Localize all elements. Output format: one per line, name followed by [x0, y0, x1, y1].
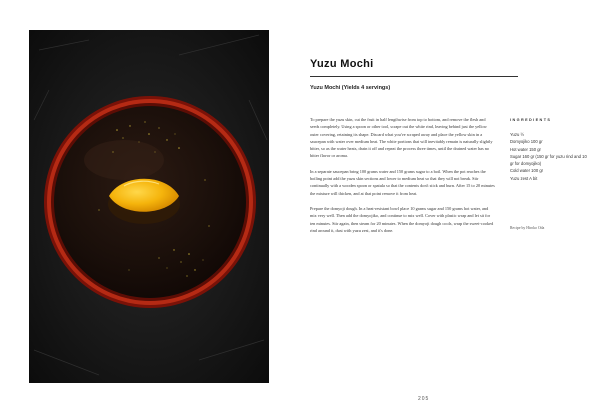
instruction-paragraph: To prepare the yuzu skin, cut the fruit in half lengthwise from top to bottom, and remove the flesh and seeds completely. Using a spoon or other tool, scrape out the white rind, leaving behind just the yellow outer covering, retaining its shape. Discard what you've scraped away and place the yellow skin in a saucepan with water over medium heat. The white portions that will inevitably remain is naturally slightly bitter, so as the water heats, drain it off and repeat the process three times, until the drained water has no bitter flavor or aroma. [310, 117, 493, 159]
instruction-paragraph: Prepare the domyoji dough. In a heat-resistant bowl place 10 grams sugar and 150 grams hot water, and mix very well. Then add the domyojiko, and continue to mix well. Cover with plastic wrap and let sit for ten minutes. Stir again, then steam for 20 minutes. When the domyoji dough cools, wrap the sweet-cooked rind around it, dust with yuzu zest, and it's done. [310, 205, 494, 233]
dish-photo [29, 30, 269, 383]
page-number: 205 [418, 396, 430, 402]
title-divider [310, 76, 518, 77]
ingredients-heading: INGREDIENTS [510, 118, 552, 122]
ingredient-item: Sugar 160 gr (150 gr for yuzu rind and 10 gr for domyojiko) [510, 153, 587, 167]
ingredient-item: Hot water 150 gr [510, 146, 541, 152]
ingredient-item: Yuzu zest A bit [510, 175, 538, 181]
ingredient-item: Yuzu ½ [510, 132, 524, 137]
recipe-subtitle: Yuzu Mochi (Yields 4 servings) [310, 85, 391, 91]
instruction-paragraph: In a separate saucepan bring 100 grams water and 150 grams sugar to a boil. When the pot reaches the boiling point add the yuzu skin sections and lower to medium heat so that they will not break. Stir continually with a wooden spoon or spatula so that the contents don't stick and burn. After 15 to 20 minutes the mixture will thicken, and at that point remove it from heat. [310, 168, 495, 196]
ingredients-list [510, 131, 590, 182]
recipe-instructions [310, 116, 495, 242]
recipe-credit: Recipe by Hiroko Oda [510, 226, 545, 230]
recipe-title: Yuzu Mochi [310, 58, 374, 70]
ingredient-item: Cold water 100 gr [510, 168, 544, 174]
ingredient-item: Domyojiko 100 gr [510, 139, 543, 145]
